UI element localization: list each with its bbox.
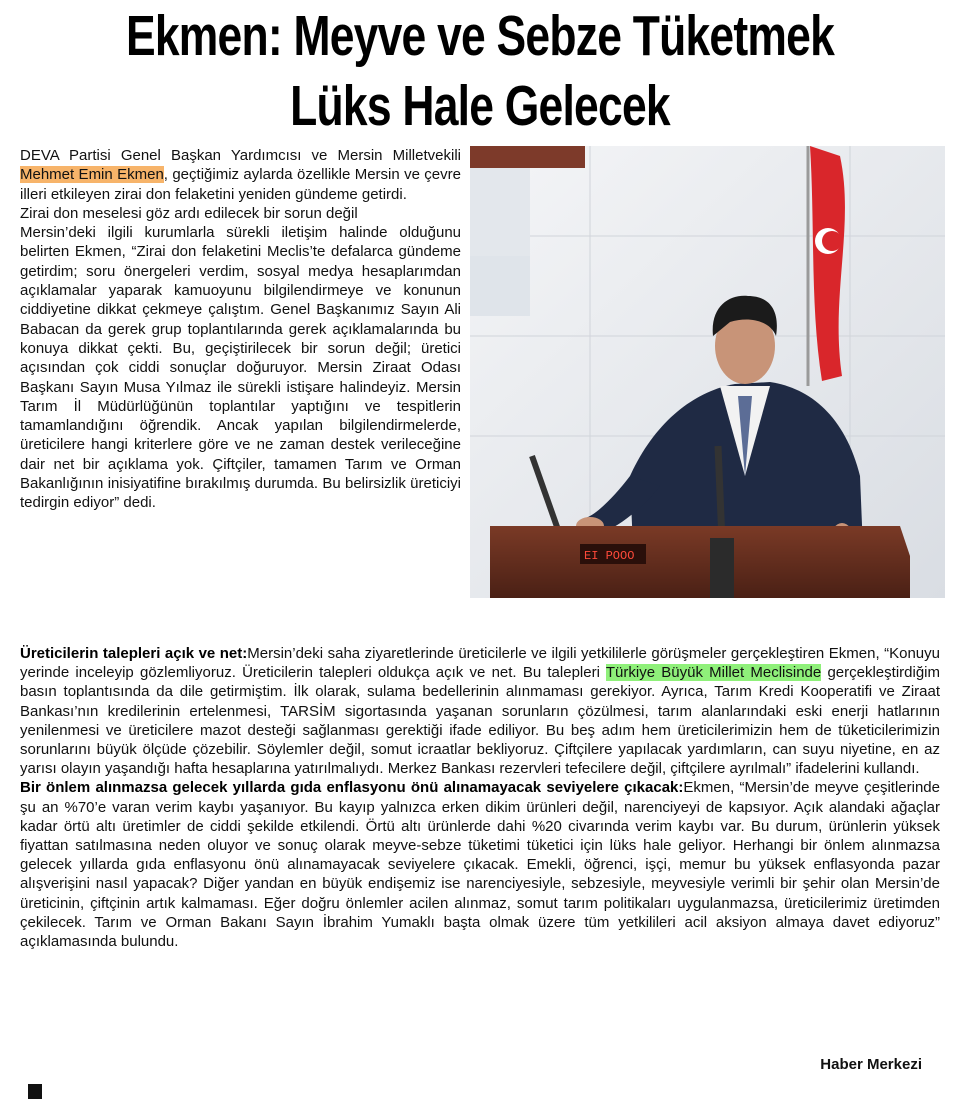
intro-paragraph-1: [20, 146, 461, 204]
intro-text-before: DEVA Partisi Genel Başkan Yardımcısı ve Mersin Milletvekili: [20, 147, 461, 164]
section-1: [20, 644, 940, 778]
section-2-heading: Bir önlem alınmazsa gelecek yıllarda gıda enflasyonu önü alınamayacak seviyelere çıkacak:: [20, 779, 684, 797]
intro-column: [20, 146, 461, 513]
highlighted-phrase: Türkiye Büyük Millet Meclisinde: [605, 664, 822, 682]
byline: Haber Merkezi: [820, 1056, 922, 1073]
body-fullwidth: [20, 644, 940, 951]
article-photo: [470, 146, 945, 598]
intro-subheading: Zirai don meselesi göz ardı edilecek bir sorun değil: [20, 204, 358, 222]
section-2-text: Ekmen, “Mersin’de meyve çeşitlerinde şu an %70’e varan verim kaybı yaşanıyor. Bu kayıp yalnızca erken dikim ürünleri değil, narenciyeyi de kapsıyor. Açık alandaki ağaçlar kadar örtü altı üretimler de ciddi şekilde etkilendi. Örtü altı ürünlerde dahi %20 civarında verim kaybı var. Bu durum, ürünlerin yüksek fiyattan satılmasına neden oluyor ve sonuç olarak meyve-sebze tüketimi tüketici için lüks hale geliyor. Herhangi bir önlem alınmazsa gelecek yıllarda gıda enflasyonu önü alınamayacak seviyelere çıkacak. Emekli, öğrenci, işçi, memur bu yüksek enflasyonda pazar alışverişini nasıl yapacak? Diğer yandan en büyük endişemiz ise narenciyesiyle, sebzesiyle, meyvesiyle verimli bir şehir olan Mersin’de üreticinin, çiftçinin artık kalmaması. Eğer doğru önlemler acilen alınmaz, somut tarım politikaları uygulanmazsa, üreticilerimiz üretimden çekilecek. Tarım ve Orman Bakanı Sayın İbrahim Yumaklı başta olmak üzere tüm yetkilileri acil aksiyon almaya davet ediyoruz” açıklamasında bulundu.: [20, 779, 940, 951]
headline-line-2: Lüks Hale Gelecek: [290, 74, 670, 138]
end-mark: [28, 1084, 42, 1099]
section-1-text-before: Mersin’deki saha ziyaretlerinde üreticilerle ve ilgili yetkililerle görüşmeler gerçekleştiren Ekmen, “Konuyu yerinde inceleyip gözlemliyoruz. Üreticilerin talepleri oldukça açık ve net. Bu talepleri: [20, 645, 940, 682]
highlighted-name: Mehmet Emin Ekmen: [20, 166, 164, 184]
headline-line-1: Ekmen: Meyve ve Sebze Tüketmek: [125, 4, 835, 68]
podium-display: EI POOO: [584, 549, 635, 563]
section-1-heading: Üreticilerin talepleri açık ve net:: [20, 645, 248, 662]
section-2: [20, 778, 940, 951]
podium: [490, 526, 910, 598]
section-1-text-after: gerçekleştirdiğim basın toplantısında da dile getirmiştim. İlk olarak, sulama bedellerinin alınmaması gerekiyor. Ayrıca, Tarım Kredi Kooperatifi ve Ziraat Bankası’nın kredilerinin ertelenmesi, TARSİM sigortasında yaşanan sorunların çözülmesi, tarım alanlarındaki eski enerji hatlarının yenilenmesi ve üreticilere mazot desteği sağlanması gerektiği ifade ediliyor. Bu beş adım hem üreticilerimizin hem de tüketicilerimizin sorunlarını büyük ölçüde çözebilir. Söylemler değil, somut icraatlar bekliyoruz. Çiftçilere yapılacak yardımların, can suyu niyetine, en az yarısı olayın yaşandığı hafta hesaplarına yatırılmalıydı. Merkez Bankası rezervleri tefecilere değil, çiftçilere ayrılmalı” ifadelerini kullandı.: [20, 664, 940, 778]
intro-paragraph-3: Mersin’deki ilgili kurumlarla sürekli iletişim halinde olduğunu belirten Ekmen, “Zirai don felaketini Meclis’te defalarca gündeme getirdim; soru önergeleri verdim, sosyal medya hesaplarımdan açıklamalar yaparak kamuoyunu bilgilendirmeye ve konunun ciddiyetine dikkat çekmeye çalıştım. Genel Başkanımız Sayın Ali Babacan da gerek grup toplantılarında gerek açıklamalarında bu konuya dikkat çekti. Bu, geçiştirilecek bir sorun değil; üretici açısından çok ciddi sonuçlar doğuruyor. Mersin Ziraat Odası Başkanı Sayın Musa Yılmaz ile sürekli istişare halindeyiz. Mersin Tarım İl Müdürlüğünün toplantılar yaptığını ve tespitlerin tamamlandığını öğrendik. Ancak yapılan bilgilendirmelerde, üreticilere hangi kriterlere göre ve ne zaman destek verileceğine dair net bir açıklama yok. Çiftçiler, tamamen Tarım ve Orman Bakanlığının inisiyatifine bırakılmış durumda. Bu belirsizlik üreticiyi tedirgin ediyor” dedi.: [20, 224, 461, 512]
photo-illustration: [470, 146, 945, 598]
intro-text-after: , geçtiğimiz aylarda özellikle Mersin ve çevre illeri etkileyen zirai don felaketini yeniden gündeme getirdi.: [20, 166, 461, 203]
